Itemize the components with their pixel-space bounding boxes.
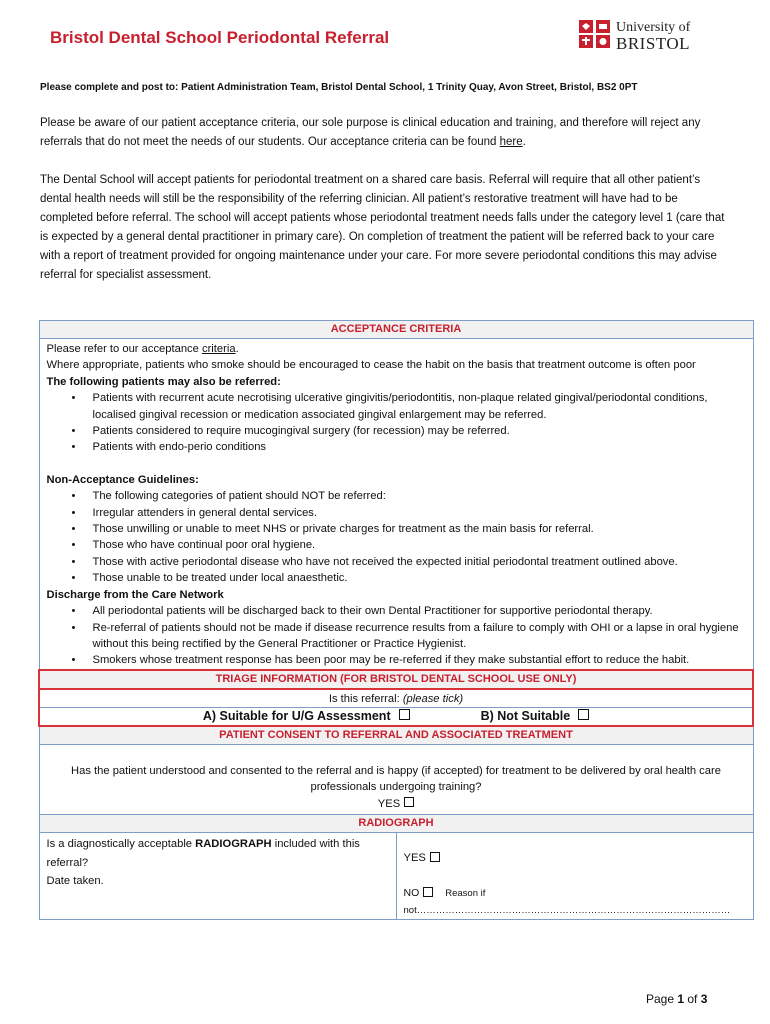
triage-options (39, 707, 753, 726)
criteria-link[interactable]: criteria (201, 343, 236, 355)
discharge-heading: Discharge from the Care Network (46, 588, 224, 601)
consent-heading: PATIENT CONSENT TO REFERRAL AND ASSOCIATED TREATMENT (39, 726, 753, 745)
page-title: Bristol Dental School Periodontal Referral (50, 28, 390, 47)
refer-end: . (235, 343, 239, 355)
triage-question (39, 689, 753, 708)
acceptance-criteria-heading: ACCEPTANCE CRITERIA (39, 321, 753, 339)
also-referred-heading: The following patients may also be referred: (46, 375, 281, 388)
consent-question: Has the patient understood and consented to the referral and is happy (if accepted) for treatment to be delivered by oral health care professionals undergoing training? (71, 764, 721, 794)
post-instruction: Please complete and post to: Patient Administration Team, Bristol Dental School, 1 Trinity Quay, Avon Street, Bristol, BS2 0PT (40, 82, 638, 93)
option-a-checkbox[interactable] (399, 709, 410, 720)
list-item: • The following categories of patient should NOT be referred: (93, 488, 746, 504)
triage-question-text: Is this referral: (328, 692, 403, 705)
list-item: • Patients considered to require mucogingival surgery (for recession) may be referred. (93, 423, 746, 439)
acceptance-criteria-body (39, 339, 753, 670)
intro-p1-end: . (522, 136, 526, 148)
radiograph-question-cell (39, 833, 396, 920)
radiograph-yes-checkbox[interactable] (430, 852, 440, 862)
logo-text-line1: University of (616, 20, 691, 35)
list-item: • All periodontal patients will be discharged back to their own Dental Practitioner for supportive periodontal therapy. (93, 603, 746, 619)
list-item: • Those who have continual poor oral hygiene. (93, 537, 746, 553)
option-b-label: B) Not Suitable (480, 708, 571, 723)
referral-form-table (38, 320, 754, 920)
spacer (47, 456, 746, 472)
option-b-checkbox[interactable] (578, 709, 589, 720)
triage-heading: TRIAGE INFORMATION (FOR BRISTOL DENTAL SCHOOL USE ONLY) (39, 670, 753, 689)
intro-paragraph-1 (40, 114, 730, 152)
non-acceptance-heading: Non-Acceptance Guidelines: (46, 473, 199, 486)
radiograph-date: Date taken. (46, 875, 104, 888)
radiograph-q-bold: RADIOGRAPH (195, 838, 272, 851)
radiograph-reason-field[interactable]: Reason if not……………………………………………………………………………………… (403, 888, 731, 917)
acceptance-criteria-link[interactable]: here (499, 136, 523, 148)
university-logo (578, 16, 708, 56)
radiograph-answer-cell (396, 833, 753, 920)
discharge-list (47, 603, 746, 669)
consent-body (39, 744, 753, 815)
radiograph-no-row (404, 885, 746, 919)
intro-p1-text: Please be aware of our patient acceptance criteria, our sole purpose is clinical education and training, and therefore will reject any referrals that do not meet the needs of our students. Our acceptance criteria can be found (40, 117, 701, 148)
university-crest-icon (578, 18, 612, 50)
intro-paragraph-2: The Dental School will accept patients for periodontal treatment on a shared care basis. Referral will require that all other patient’s dental health needs will still be the responsibility of the referring clinician. All patient’s restorative treatment will have had to be completed before referral. The school will accept patients whose periodontal treatment needs falls under the category level 1 (care that is expected by a general dental practitioner in primary care). On completion of treatment the patient will be referred back to your care with a report of treatment provided for ongoing maintenance under your care. For more severe periodontal conditions this may advise referral for specialist assessment. (40, 174, 725, 281)
radiograph-no-label: NO (403, 887, 420, 900)
also-referred-list (47, 390, 746, 456)
page-label: Page (646, 992, 678, 1006)
refer-line (47, 341, 746, 357)
page-footer (646, 992, 707, 1006)
triage-question-note: (please tick) (402, 692, 464, 705)
option-a-label: A) Suitable for U/G Assessment (202, 708, 391, 723)
list-item: • Those unable to be treated under local anaesthetic. (93, 570, 746, 586)
list-item: • Patients with recurrent acute necrotising ulcerative gingivitis/periodontitis, non-plaque related gingival/periodontal conditions, localised gingival recession or medication associated gingival enlargement may be referred. (93, 390, 746, 423)
radiograph-q-suffix: included with this referral? (46, 838, 360, 869)
of-label: of (684, 992, 701, 1006)
list-item: • Re-referral of patients should not be made if disease recurrence results from a failure to comply with OHI or a lapse in oral hygiene without this being rectified by the General Practitioner or Practice Hygienist. (93, 620, 746, 653)
smoke-note: Where appropriate, patients who smoke should be encouraged to cease the habit on the basis that treatment outcome is often poor (46, 359, 696, 372)
consent-yes-row (44, 796, 749, 813)
radiograph-yes-row (404, 849, 746, 867)
radiograph-heading: RADIOGRAPH (39, 815, 753, 833)
refer-text: Please refer to our acceptance (46, 343, 202, 355)
radiograph-q-prefix: Is a diagnostically acceptable (46, 838, 196, 851)
list-item: • Those with active periodontal disease who have not received the expected initial periodontal treatment outlined above. (93, 554, 746, 570)
list-item: • Patients with endo-perio conditions (93, 439, 746, 455)
page-total: 3 (700, 992, 708, 1006)
consent-yes-checkbox[interactable] (404, 797, 414, 807)
logo-text-line2: BRISTOL (616, 34, 691, 53)
page-number: 1 (677, 992, 685, 1006)
radiograph-no-checkbox[interactable] (423, 887, 433, 897)
list-item: • Irregular attenders in general dental services. (93, 505, 746, 521)
radiograph-yes-label: YES (403, 852, 426, 865)
non-acceptance-list (47, 488, 746, 586)
list-item: • Smokers whose treatment response has been poor may be re-referred if they make substantial effort to reduce the habit. (93, 652, 746, 668)
consent-yes-label: YES (377, 797, 401, 810)
list-item: • Those unwilling or unable to meet NHS or private charges for treatment as the main basis for referral. (93, 521, 746, 537)
radiograph-question (47, 835, 389, 872)
